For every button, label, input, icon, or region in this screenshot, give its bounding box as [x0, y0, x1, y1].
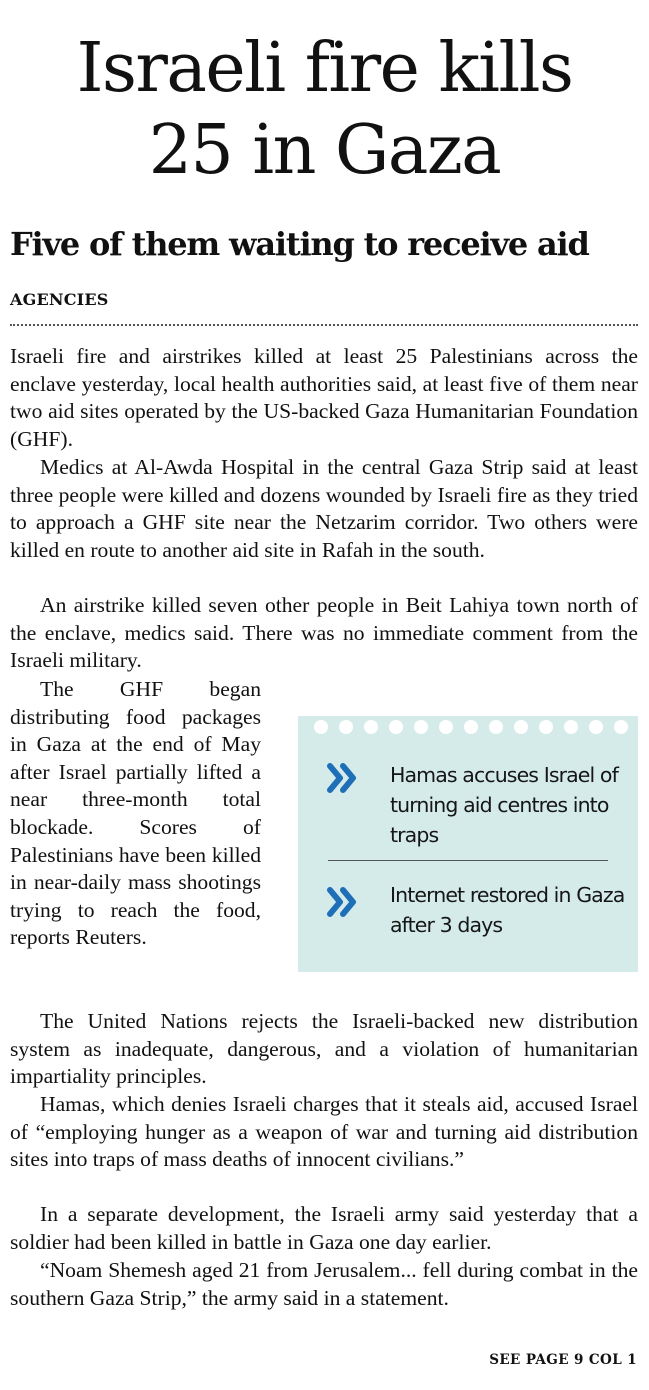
factbox-item-text: Internet restored in Gaza after 3 days [390, 883, 625, 937]
paragraph-8: “Noam Shemesh aged 21 from Jerusalem... fell during combat in the southern Gaza Strip,” the army said in a statement. [10, 1258, 638, 1310]
binding-hole [339, 720, 353, 734]
binding-hole [614, 720, 628, 734]
factbox-binding-holes [298, 716, 638, 736]
subheadline: Five of them waiting to receive aid [10, 225, 589, 263]
paragraph-7: In a separate development, the Israeli army said yesterday that a soldier had been killed in battle in Gaza one day earlier. [10, 1202, 638, 1254]
double-chevron-right-icon [326, 884, 362, 920]
binding-hole [414, 720, 428, 734]
binding-hole [439, 720, 453, 734]
factbox-divider [328, 860, 608, 861]
factbox-item-text: Hamas accuses Israel of turning aid centres into traps [390, 763, 618, 847]
binding-hole [364, 720, 378, 734]
binding-hole [314, 720, 328, 734]
paragraph-2: Medics at Al-Awda Hospital in the central Gaza Strip said at least three people were killed and dozens wounded by Israeli fire as they tried to approach a GHF site near the Netzarim corridor. Two others were killed en route to another aid site in Rafah in the south. [10, 455, 638, 562]
dotted-divider [10, 324, 638, 326]
binding-hole [589, 720, 603, 734]
factbox [298, 716, 638, 972]
binding-hole [389, 720, 403, 734]
paragraph-4: The GHF began distributing food packages in Gaza at the end of May after Israel partially lifted a near three-month total blockade. Scores of Palestinians have been killed in near-daily mass shootings trying to reach the food, reports Reuters. [10, 677, 261, 950]
binding-hole [564, 720, 578, 734]
paragraph-3: An airstrike killed seven other people in Beit Lahiya town north of the enclave, medics said. There was no immediate comment from the Israeli military. [10, 593, 638, 673]
byline: AGENCIES [10, 290, 109, 309]
paragraph-1: Israeli fire and airstrikes killed at least 25 Palestinians across the enclave yesterday, local health authorities said, at least five of them near two aid sites operated by the US-backed Gaza Humanitarian Foundation (GHF). [10, 344, 638, 451]
binding-hole [464, 720, 478, 734]
paragraph-6: Hamas, which denies Israeli charges that it steals aid, accused Israel of “employing hunger as a weapon of war and turning aid distribution sites into traps of mass deaths of innocent civilians.” [10, 1092, 638, 1172]
binding-hole [514, 720, 528, 734]
binding-hole [539, 720, 553, 734]
binding-hole [489, 720, 503, 734]
double-chevron-right-icon [326, 760, 362, 796]
headline-line-1: Israeli fire kills [76, 29, 573, 108]
headline-line-2: 25 in Gaza [148, 111, 501, 190]
jump-line: SEE PAGE 9 COL 1 [489, 1352, 637, 1368]
paragraph-5: The United Nations rejects the Israeli-backed new distribution system as inadequate, dangerous, and a violation of humanitarian impartiality principles. [10, 1009, 638, 1089]
headline [0, 28, 649, 192]
